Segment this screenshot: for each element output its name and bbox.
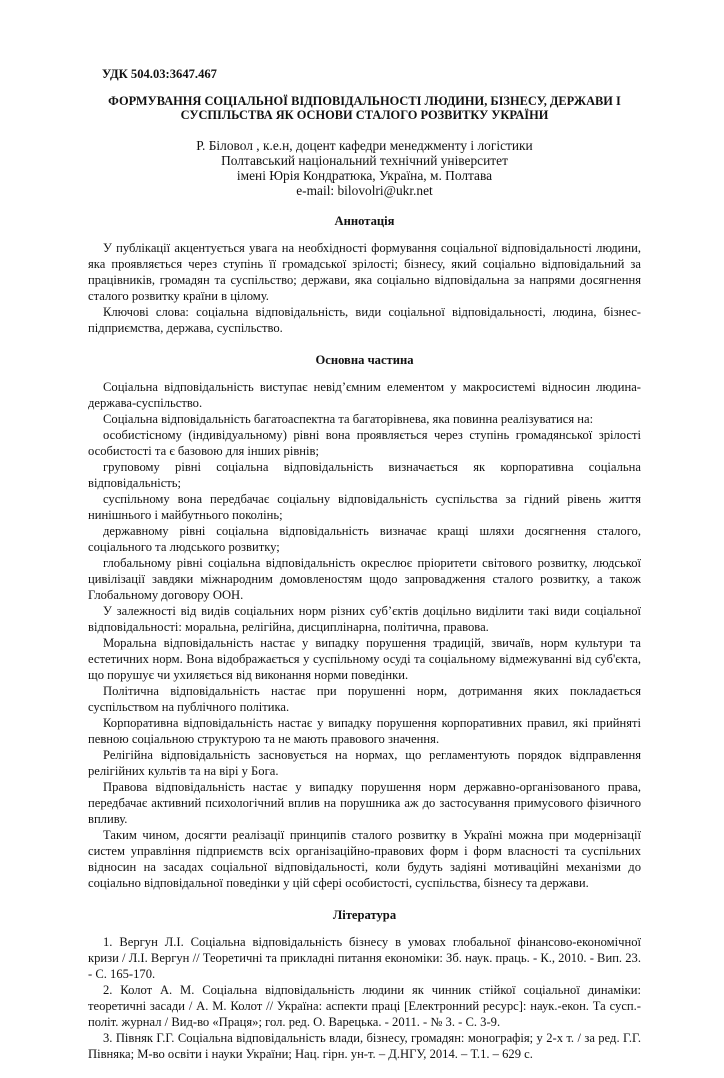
title-line: ФОРМУВАННЯ СОЦІАЛЬНОЇ ВІДПОВІДАЛЬНОСТІ ЛЮДИНИ, БІЗНЕСУ, ДЕРЖАВИ І — [108, 94, 621, 108]
literature-section — [88, 907, 641, 1062]
author-name: Р. Біловол , к.е.н, доцент кафедри менеджменту і логістики — [196, 138, 533, 153]
paragraph: Моральна відповідальність настає у випадку порушення традицій, звичаїв, норм культури та естетичних норм. Вона відображається у суспільному осуді та соціальному відмежуванні від суб'єкта, що порушує чи ухиляється від виконання норми поведінки. — [88, 636, 641, 682]
author-location: імені Юрія Кондратюка, Україна, м. Полтава — [236, 168, 493, 183]
paragraph: Політична відповідальність настає при порушенні норм, дотримання яких покладається суспільством на публічного політика. — [88, 684, 641, 714]
paragraph: Соціальна відповідальність виступає невід’ємним елементом у макросистемі відносин людина-держава-суспільство. — [88, 380, 641, 410]
paragraph: У публікації акцентується увага на необхідності формування соціальної відповідальності людини, яка проявляється через ступінь її громадської зрілості; бізнесу, який соціально відповідальний за працівників, громадян та суспільство; держави, яка соціально відповідальна за напрями досягнення сталого розвитку країни в цілому. — [88, 241, 641, 303]
article-title — [88, 94, 641, 122]
document-page — [88, 66, 641, 1078]
paragraph: державному рівні соціальна відповідальність визначає кращі шляхи досягнення сталого, соціального та людського розвитку; — [88, 524, 641, 554]
paragraph: Таким чином, досягти реалізації принципів сталого розвитку в Україні можна при модернізації систем управління підприємств всіх організаційно-правових форм і форм власності та суспільних відносин на засадах соціальної відповідальності, коли будуть задіяні мотиваційні механізми до соціально відповідальної поведінки у цій сфері особистості, суспільства, бізнесу та держави. — [88, 828, 641, 890]
annotation-section — [88, 213, 641, 336]
main-section — [88, 352, 641, 891]
paragraph: суспільному вона передбачає соціальну відповідальність суспільства за гідний рівень життя нинішнього і майбутнього поколінь; — [88, 492, 641, 522]
author-university: Полтавський національний технічний університет — [221, 153, 508, 168]
paragraph: Правова відповідальність настає у випадку порушення норм державно-організованого права, передбачає активний психологічний вплив на порушника аж до застосування примусового фізичного впливу. — [88, 780, 641, 826]
paragraph: Корпоративна відповідальність настає у випадку порушення корпоративних правил, які прийняті певною соціальною структурою та не мають правового значення. — [88, 716, 641, 746]
literature-heading: Література — [332, 908, 397, 922]
title-line: СУСПІЛЬСТВА ЯК ОСНОВИ СТАЛОГО РОЗВИТКУ УКРАЇНИ — [180, 108, 549, 122]
keywords: Ключові слова: соціальна відповідальність, види соціальної відповідальності, людина, бізнес-підприємства, держава, суспільство. — [88, 305, 641, 335]
annotation-heading: Аннотація — [334, 214, 395, 228]
author-email: e-mail: bilovolri@ukr.net — [296, 183, 433, 198]
paragraph: Соціальна відповідальність багатоаспектна та багаторівнева, яка повинна реалізуватися на: — [103, 412, 594, 426]
reference-item: 2. Колот А. М. Соціальна відповідальність людини як чинник стійкої соціальної динаміки: теоретичні засади / А. М. Колот // Україна: аспекти праці [Електронний ресурс]: наук.-екон. Та сусп.-політ. журнал / Вид-во «Праця»; гол. ред. О. Варецька. - 2011. - № 3. - С. 3-9. — [88, 983, 641, 1029]
paragraph: груповому рівні соціальна відповідальність визначається як корпоративна соціальна відповідальність; — [88, 460, 641, 490]
paragraph: Релігійна відповідальність засновується на нормах, що регламентують порядок відправлення релігійних культів та на вірі у Бога. — [88, 748, 641, 778]
reference-item: 1. Вергун Л.І. Соціальна відповідальність бізнесу в умовах глобальної фінансово-економічної кризи / Л.І. Вергун // Теоретичні та прикладні питання економіки: Зб. наук. праць. - К., 2010. - Вип. 23. - С. 165-170. — [88, 935, 641, 981]
udk-code: УДК 504.03:3647.467 — [102, 67, 217, 81]
paragraph: глобальному рівні соціальна відповідальність окреслює пріоритети світового розвитку, людської цивілізації завдяки міжнародним домовленостям щодо запровадження сталого розвитку, а також Глобальному договору ООН. — [88, 556, 641, 602]
author-block — [88, 138, 641, 198]
paragraph: особистісному (індивідуальному) рівні вона проявляється через ступінь громадянської зрілості особистості та є базовою для інших рівнів; — [88, 428, 641, 458]
main-heading: Основна частина — [315, 353, 414, 367]
reference-item: 3. Півняк Г.Г. Соціальна відповідальність влади, бізнесу, громадян: монографія; у 2-х т. / за ред. Г.Г. Півняка; М-во освіти і науки України; Нац. гірн. ун-т. – Д.НГУ, 2014. – Т.1. – 629 с. — [88, 1031, 641, 1061]
paragraph: У залежності від видів соціальних норм різних суб’єктів доцільно виділити такі види соціальної відповідальності: моральна, релігійна, дисциплінарна, політична, правова. — [88, 604, 641, 634]
